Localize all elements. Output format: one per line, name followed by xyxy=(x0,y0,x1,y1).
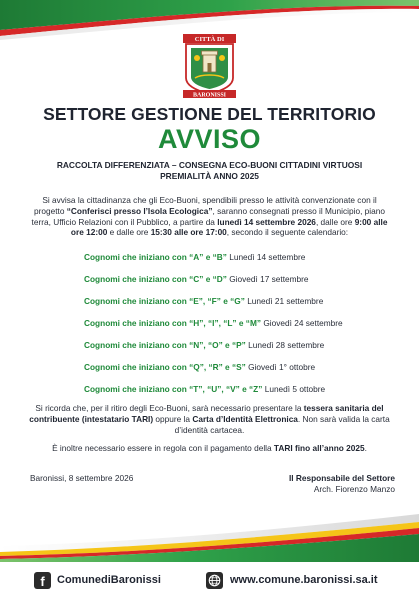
schedule-row xyxy=(84,318,404,340)
intro-text-5: , secondo il seguente calendario: xyxy=(226,227,349,238)
schedule-day: Lunedì 5 ottobre xyxy=(262,384,326,394)
schedule-row xyxy=(84,362,404,384)
intro-text-4: e dalle ore xyxy=(107,227,151,238)
schedule-day: Giovedì 1° ottobre xyxy=(245,362,316,372)
schedule-day: Lunedì 28 settembre xyxy=(245,340,325,350)
schedule-group: Cognomi che iniziano con “T”, “U”, “V” e “Z” xyxy=(84,384,263,394)
id-reminder-paragraph xyxy=(26,403,393,435)
tari-text-2: . xyxy=(364,443,367,453)
schedule-row xyxy=(84,274,404,296)
reminder-text-1: Si ricorda che, per il ritiro degli Eco-Buoni, sarà necessario presentare la xyxy=(35,403,304,413)
tari-text-1: È inoltre necessario essere in regola con il pagamento della xyxy=(52,443,274,453)
signer-role: Il Responsabile del Settore xyxy=(288,473,395,483)
project-name: “Conferisci presso l’Isola Ecologica” xyxy=(66,205,213,216)
required-document-1: tessera sanitaria del contribuente (intestatario TARI) xyxy=(29,403,384,424)
schedule-list xyxy=(84,252,404,406)
signature-block xyxy=(289,473,395,495)
tari-reminder-paragraph xyxy=(26,443,393,454)
schedule-day: Giovedì 24 settembre xyxy=(261,318,343,328)
facebook-link[interactable] xyxy=(34,570,161,590)
notice-subtitle xyxy=(20,160,399,182)
website-url: www.comune.baronissi.sa.it xyxy=(230,574,378,586)
globe-icon xyxy=(206,572,223,589)
tari-requirement: TARI fino all’anno 2025 xyxy=(273,443,365,453)
subtitle-line-2: PREMIALITÀ ANNO 2025 xyxy=(160,171,259,181)
schedule-row xyxy=(84,252,404,274)
footer xyxy=(0,562,419,600)
schedule-group: Cognomi che iniziano con “A” e “B” xyxy=(84,252,227,262)
intro-text-3: , dalle ore xyxy=(315,216,355,227)
schedule-row xyxy=(84,340,404,362)
city-crest-logo xyxy=(183,34,236,98)
bottom-decorative-swoosh xyxy=(0,512,419,562)
notice-title: AVVISO xyxy=(157,124,262,154)
crest-banner-text: CITTÀ DI xyxy=(194,36,225,43)
schedule-row xyxy=(84,296,404,318)
signer-name: Arch. Fiorenzo Manzo xyxy=(313,484,395,494)
sector-title: SETTORE GESTIONE DEL TERRITORIO xyxy=(43,104,376,124)
start-date: lunedì 14 settembre 2026 xyxy=(217,216,316,227)
schedule-group: Cognomi che iniziano con “C” e “D” xyxy=(84,274,227,284)
reminder-text-2: oppure la xyxy=(153,413,193,424)
website-link[interactable] xyxy=(206,570,378,590)
schedule-group: Cognomi che iniziano con “N”, “O” e “P” xyxy=(84,340,246,350)
schedule-group: Cognomi che iniziano con “Q”, “R” e “S” xyxy=(84,362,246,372)
morning-hours: 9:00 alle ore 12:00 xyxy=(70,216,388,238)
schedule-day: Lunedì 21 settembre xyxy=(244,296,324,306)
intro-paragraph xyxy=(26,195,393,238)
schedule-day: Giovedì 17 settembre xyxy=(226,274,309,284)
schedule-group: Cognomi che iniziano con “H”, “I”, “L” e “M” xyxy=(84,318,262,328)
facebook-handle: ComunediBaronissi xyxy=(57,574,161,586)
schedule-group: Cognomi che iniziano con “E”, “F” e “G” xyxy=(84,296,245,306)
subtitle-line-1: RACCOLTA DIFFERENZIATA – CONSEGNA ECO-BUONI CITTADINI VIRTUOSI xyxy=(56,160,363,170)
reminder-text-3: . Non sarà valida la carta d’identità cartacea. xyxy=(174,413,390,435)
schedule-day: Lunedì 14 settembre xyxy=(226,252,306,262)
required-document-2: Carta d’Identità Elettronica xyxy=(192,413,298,424)
facebook-icon: f xyxy=(34,572,51,589)
intro-text-1: Si avvisa la cittadinanza che gli Eco-Buoni, spendibili presso le attività convenzionate con il progetto xyxy=(34,195,377,216)
issue-date: Baronissi, 8 settembre 2026 xyxy=(30,473,134,483)
crest-bottom-text: BARONISSI xyxy=(192,92,227,98)
intro-text-2: , saranno consegnati presso il Municipio, piano terra, Ufficio Relazioni con il Pubblico, a partire da xyxy=(31,205,385,227)
afternoon-hours: 15:30 alle ore 17:00 xyxy=(150,227,227,238)
